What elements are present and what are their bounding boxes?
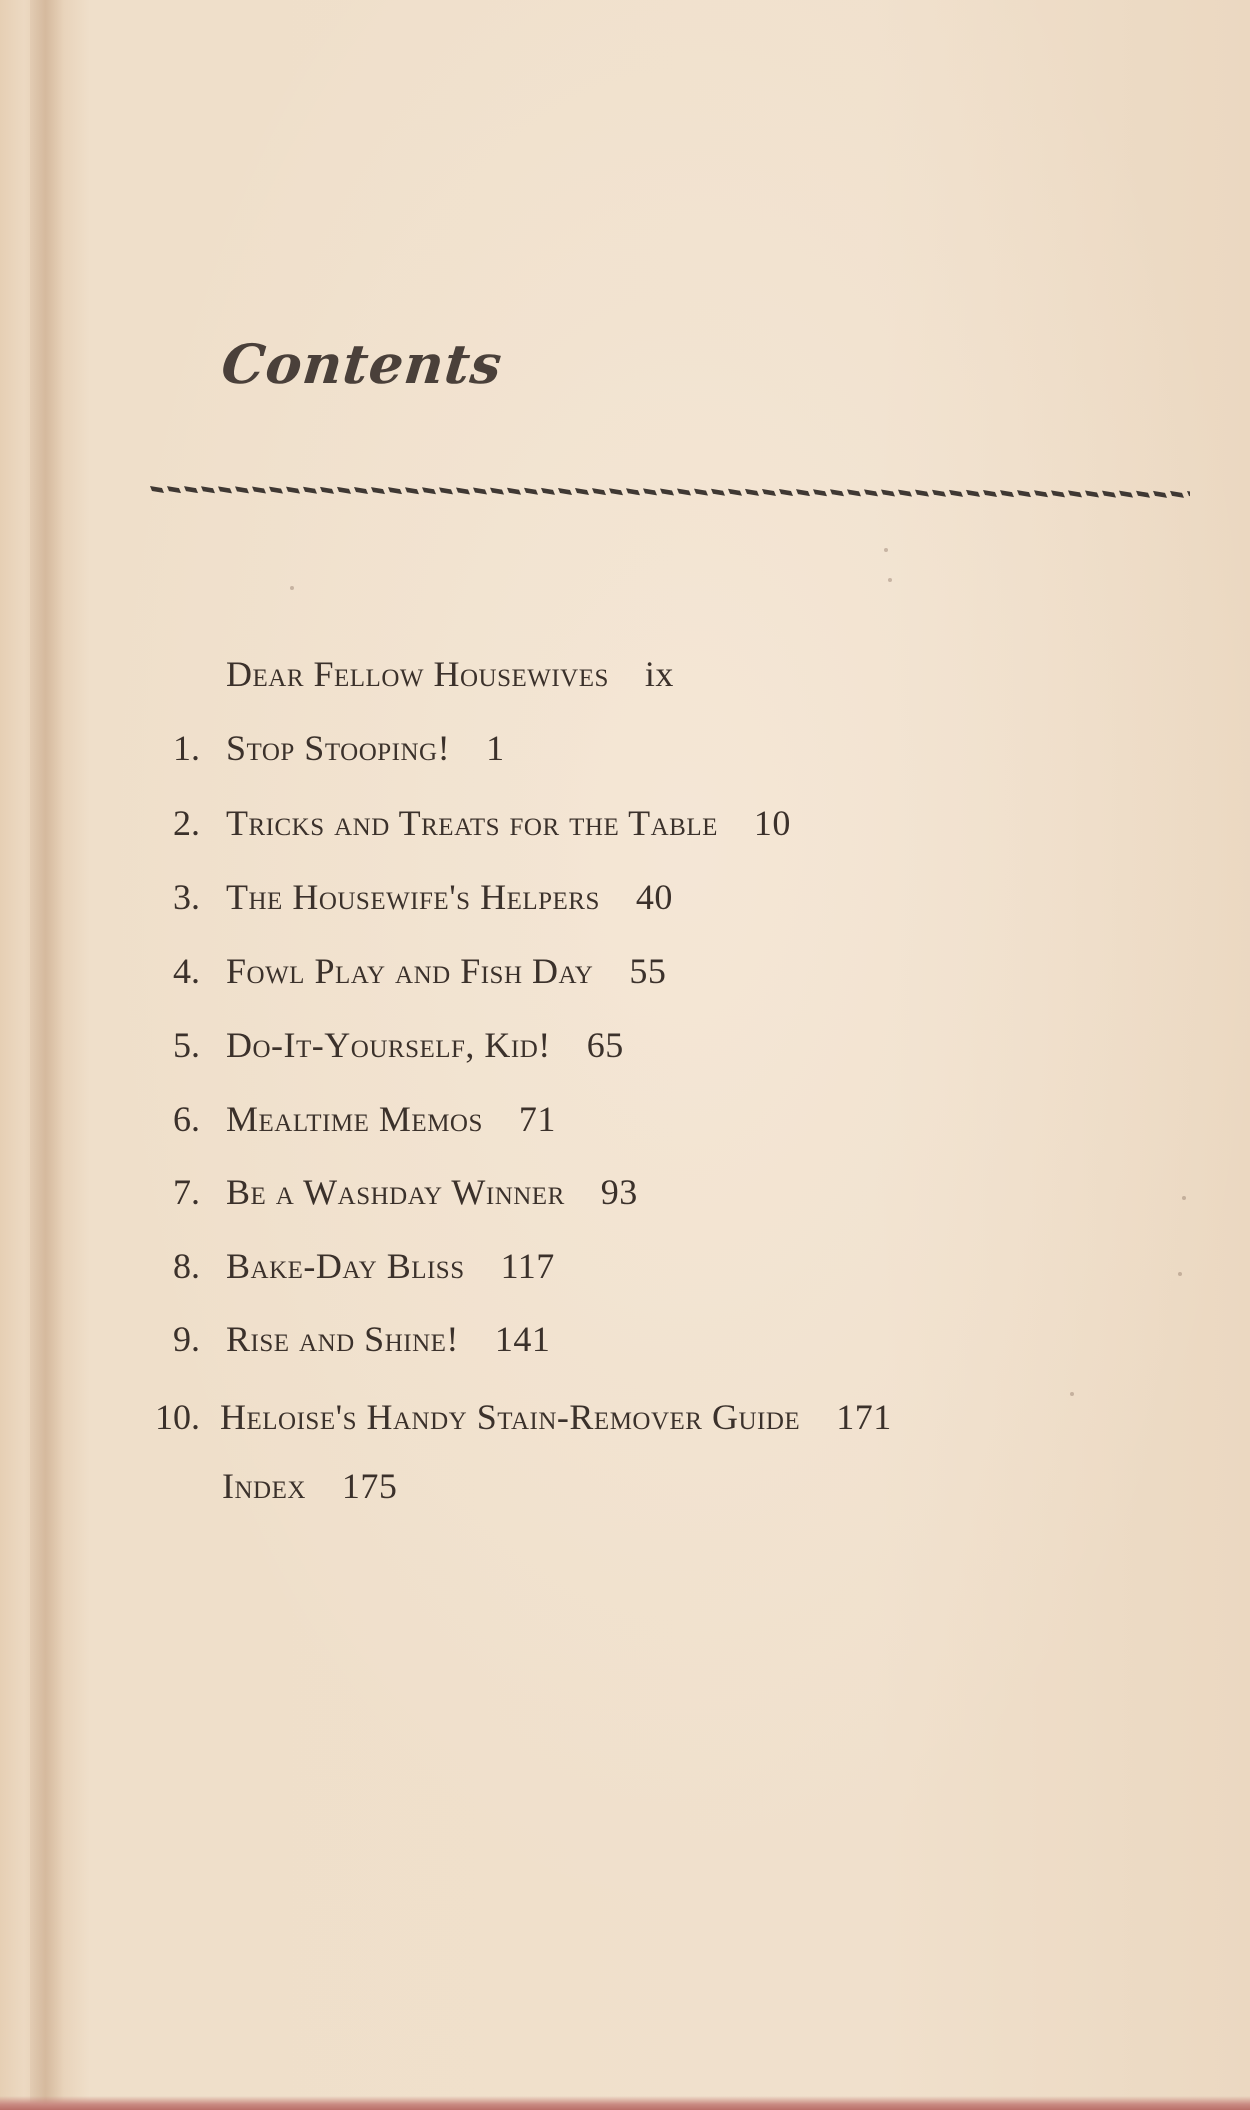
rope-segment (796, 489, 810, 496)
rope-segment (1136, 491, 1150, 498)
rope-segment (847, 489, 861, 496)
toc-entry-page: 175 (341, 1466, 398, 1506)
rope-segment (439, 487, 453, 494)
rope-segment (745, 489, 759, 496)
rope-segment (677, 489, 691, 496)
rope-segment (201, 486, 215, 493)
rope-segment (1119, 491, 1133, 498)
rope-segment (320, 487, 334, 494)
toc-entry-title: Bake-Day Bliss (226, 1246, 465, 1286)
rope-segment (456, 487, 470, 494)
toc-entry-title-wrap (226, 945, 666, 997)
toc-entry-page: 65 (586, 1025, 624, 1065)
rope-segment (949, 490, 963, 497)
rope-segment (898, 490, 912, 497)
toc-entry-page: 71 (518, 1099, 556, 1139)
rope-segment (286, 487, 300, 494)
rope-segment (507, 488, 521, 495)
paper-speck (1182, 1196, 1186, 1200)
rope-segment (524, 488, 538, 495)
rope-segment (150, 486, 164, 493)
toc-entry-title: Be a Washday Winner (226, 1172, 565, 1212)
toc-entry-title-wrap (226, 797, 791, 849)
rope-segment (932, 490, 946, 497)
toc-entry-title-wrap (226, 1019, 624, 1071)
toc-entry-title: Mealtime Memos (226, 1099, 483, 1139)
toc-entry-number: 3. (173, 877, 200, 917)
toc-entry-number: 1. (173, 728, 200, 768)
toc-entry-page: 55 (629, 951, 667, 991)
rope-segment (354, 487, 368, 494)
toc-entry-title: Heloise's Handy Stain-Remover Guide (220, 1397, 801, 1437)
toc-entry-title-wrap (226, 871, 673, 923)
rope-segment (1085, 490, 1099, 497)
toc-entry-page: ix (644, 654, 674, 694)
rope-segment (269, 487, 283, 494)
toc-entry-number: 7. (173, 1172, 200, 1212)
rope-segment (473, 488, 487, 495)
toc-entry-number: 4. (173, 951, 200, 991)
paper-speck (290, 586, 294, 590)
rope-segment (881, 490, 895, 497)
rope-segment (1034, 490, 1048, 497)
rope-segment (167, 486, 181, 493)
toc-entry-page: 117 (500, 1246, 555, 1286)
rope-segment (983, 490, 997, 497)
toc-entry-title-wrap (226, 1093, 556, 1145)
rope-segment (405, 487, 419, 494)
rope-segment (762, 489, 776, 496)
rope-segment (337, 487, 351, 494)
toc-entry-page: 40 (635, 877, 673, 917)
toc-entry-title: Tricks and Treats for the Table (226, 803, 718, 843)
page-bottom-edge (0, 2096, 1250, 2110)
toc-entry-number: 10. (155, 1397, 200, 1437)
toc-entry-title: Stop Stooping! (226, 728, 451, 768)
rope-segment (252, 486, 266, 493)
rope-segment (218, 486, 232, 493)
rope-segment (1051, 490, 1065, 497)
rope-segment (1153, 491, 1167, 498)
rope-segment (575, 488, 589, 495)
rope-segment (541, 488, 555, 495)
rope-segment (184, 486, 198, 493)
toc-entry-page: 1 (486, 728, 505, 768)
rope-segment (728, 489, 742, 496)
toc-entry-number: 5. (173, 1025, 200, 1065)
rope-segment (813, 489, 827, 496)
paper-speck (1070, 1392, 1074, 1396)
toc-entry-title-wrap (226, 722, 505, 774)
toc-entry-number: 6. (173, 1099, 200, 1139)
paper-speck (1178, 1272, 1182, 1276)
rope-segment (1102, 491, 1116, 498)
rope-segment (966, 490, 980, 497)
toc-entry-title: The Housewife's Helpers (226, 877, 600, 917)
rope-segment (660, 488, 674, 495)
rope-segment (303, 487, 317, 494)
rope-segment (1187, 491, 1190, 498)
toc-entry-title: Do-It-Yourself, Kid! (226, 1025, 551, 1065)
rope-segment (235, 486, 249, 493)
toc-entry-title-wrap (222, 1460, 397, 1512)
rope-segment (643, 488, 657, 495)
contents-heading: Contents (218, 332, 506, 396)
toc-entry-number: 2. (173, 803, 200, 843)
rope-segment (864, 489, 878, 496)
paper-speck (884, 548, 888, 552)
toc-entry-page: 141 (494, 1319, 551, 1359)
rope-segment (915, 490, 929, 497)
toc-entry-title-wrap (220, 1391, 892, 1443)
toc-entry-title: Fowl Play and Fish Day (226, 951, 594, 991)
rope-segment (388, 487, 402, 494)
rope-segment (371, 487, 385, 494)
toc-entry-title-wrap (226, 1313, 550, 1365)
toc-entry-title-wrap (226, 1166, 638, 1218)
rope-segment (558, 488, 572, 495)
toc-entry-title-wrap (226, 648, 674, 700)
toc-entry-title: Dear Fellow Housewives (226, 654, 609, 694)
toc-entry-number: 9. (173, 1319, 200, 1359)
toc-entry-title: Rise and Shine! (226, 1319, 459, 1359)
rope-segment (626, 488, 640, 495)
rope-segment (490, 488, 504, 495)
rope-segment (711, 489, 725, 496)
rope-segment (694, 489, 708, 496)
toc-entry-page: 171 (836, 1397, 892, 1437)
rope-segment (1068, 490, 1082, 497)
rope-segment (609, 488, 623, 495)
toc-entry-number: 8. (173, 1246, 200, 1286)
rope-segment (422, 487, 436, 494)
toc-entry-page: 10 (753, 803, 791, 843)
rope-segment (1170, 491, 1184, 498)
toc-entry-title-wrap (226, 1240, 555, 1292)
toc-entry-page: 93 (600, 1172, 638, 1212)
rope-segment (1000, 490, 1014, 497)
rope-segment (592, 488, 606, 495)
decorative-rope-rule (150, 483, 1190, 499)
rope-segment (830, 489, 844, 496)
toc-entry-title: Index (222, 1466, 306, 1506)
rope-segment (1017, 490, 1031, 497)
rope-segment (779, 489, 793, 496)
paper-speck (888, 578, 892, 582)
